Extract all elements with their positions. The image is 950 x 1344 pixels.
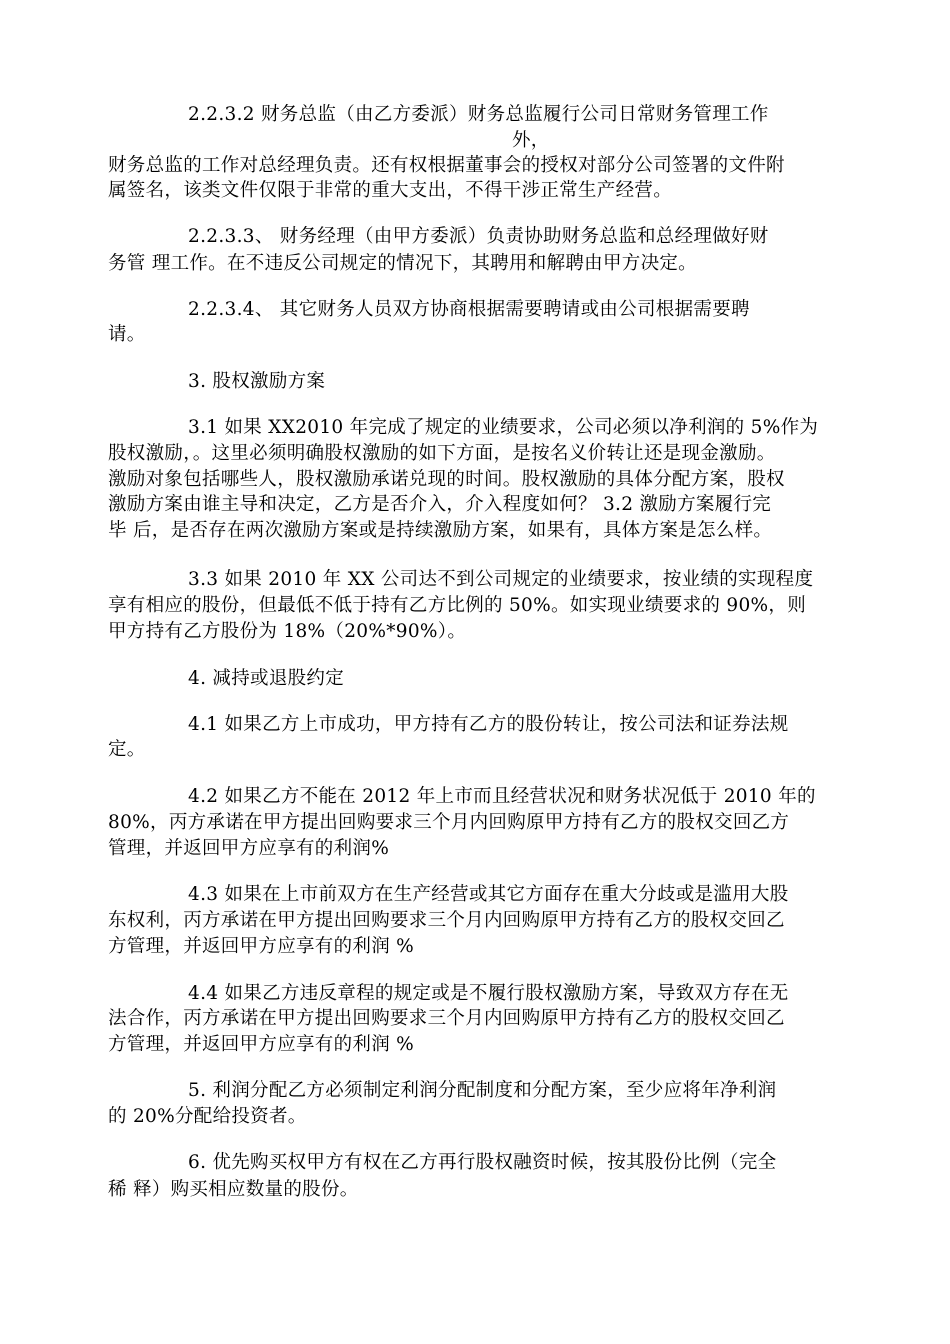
paragraph-line: 务管 理工作。在不违反公司规定的情况下，其聘用和解聘由甲方决定。 [108,253,697,274]
paragraph-line: 享有相应的股份，但最低不低于持有乙方比例的 50%。如实现业绩要求的 90%，则 [108,595,807,616]
section-heading: 4. 减持或退股约定 [188,668,345,689]
paragraph-line: 稀 释）购买相应数量的股份。 [108,1179,359,1200]
paragraph-line: 2.2.3.3、 财务经理（由甲方委派）负责协助财务总监和总经理做好财 [188,226,769,247]
paragraph-line: 毕 后，是否存在两次激励方案或是持续激励方案，如果有，具体方案是怎么样。 [108,520,773,541]
paragraph-line: 激励对象包括哪些人，股权激励承诺兑现的时间。股权激励的具体分配方案，股权 [108,469,785,490]
paragraph-line: 5. 利润分配乙方必须制定利润分配制度和分配方案，至少应将年净利润 [188,1080,777,1101]
paragraph-line: 东权利，丙方承诺在甲方提出回购要求三个月内回购原甲方持有乙方的股权交回乙 [108,910,785,931]
paragraph-line: 请。 [108,324,146,345]
paragraph-line: 4.3 如果在上市前双方在生产经营或其它方面存在重大分歧或是滥用大股 [188,884,789,905]
paragraph-line: 方管理，并返回甲方应享有的利润 % [108,936,415,957]
paragraph-line: 2.2.3.2 财务总监（由乙方委派）财务总监履行公司日常财务管理工作 [188,104,769,125]
paragraph-line: 甲方持有乙方股份为 18%（20%*90%）。 [108,621,467,642]
paragraph-line: 外， [512,130,550,151]
paragraph-line: 2.2.3.4、 其它财务人员双方协商根据需要聘请或由公司根据需要聘 [188,299,750,320]
paragraph-line: 3.1 如果 XX2010 年完成了规定的业绩要求，公司必须以净利润的 5%作为 [188,417,819,438]
paragraph-line: 管理，并返回甲方应享有的利润% [108,838,390,859]
paragraph-line: 的 20%分配给投资者。 [108,1106,307,1127]
paragraph-line: 方管理，并返回甲方应享有的利润 % [108,1034,415,1055]
paragraph-line: 6. 优先购买权甲方有权在乙方再行股权融资时候，按其股份比例（完全 [188,1152,777,1173]
paragraph-line: 80%，丙方承诺在甲方提出回购要求三个月内回购原甲方持有乙方的股权交回乙方 [108,812,790,833]
paragraph-line: 属签名，该类文件仅限于非常的重大支出，不得干涉正常生产经营。 [108,180,673,201]
section-heading: 3. 股权激励方案 [188,371,326,392]
paragraph-line: 3.3 如果 2010 年 XX 公司达不到公司规定的业绩要求，按业绩的实现程度 [188,569,814,590]
paragraph-line: 法合作，丙方承诺在甲方提出回购要求三个月内回购原甲方持有乙方的股权交回乙 [108,1008,785,1029]
paragraph-line: 定。 [108,739,146,760]
paragraph-line: 4.4 如果乙方违反章程的规定或是不履行股权激励方案，导致双方存在无 [188,983,789,1004]
paragraph-line: 股权激励，。这里必须明确股权激励的如下方面，是按名义价转让还是现金激励。 [108,443,776,464]
paragraph-line: 财务总监的工作对总经理负责。还有权根据董事会的授权对部分公司签署的文件附 [108,155,785,176]
paragraph-line: 4.1 如果乙方上市成功，甲方持有乙方的股份转让，按公司法和证券法规 [188,714,789,735]
paragraph-line: 4.2 如果乙方不能在 2012 年上市而且经营状况和财务状况低于 2010 年的 [188,786,816,807]
paragraph-line: 激励方案由谁主导和决定，乙方是否介入，介入程度如何？ 3.2 激励方案履行完 [108,494,772,515]
